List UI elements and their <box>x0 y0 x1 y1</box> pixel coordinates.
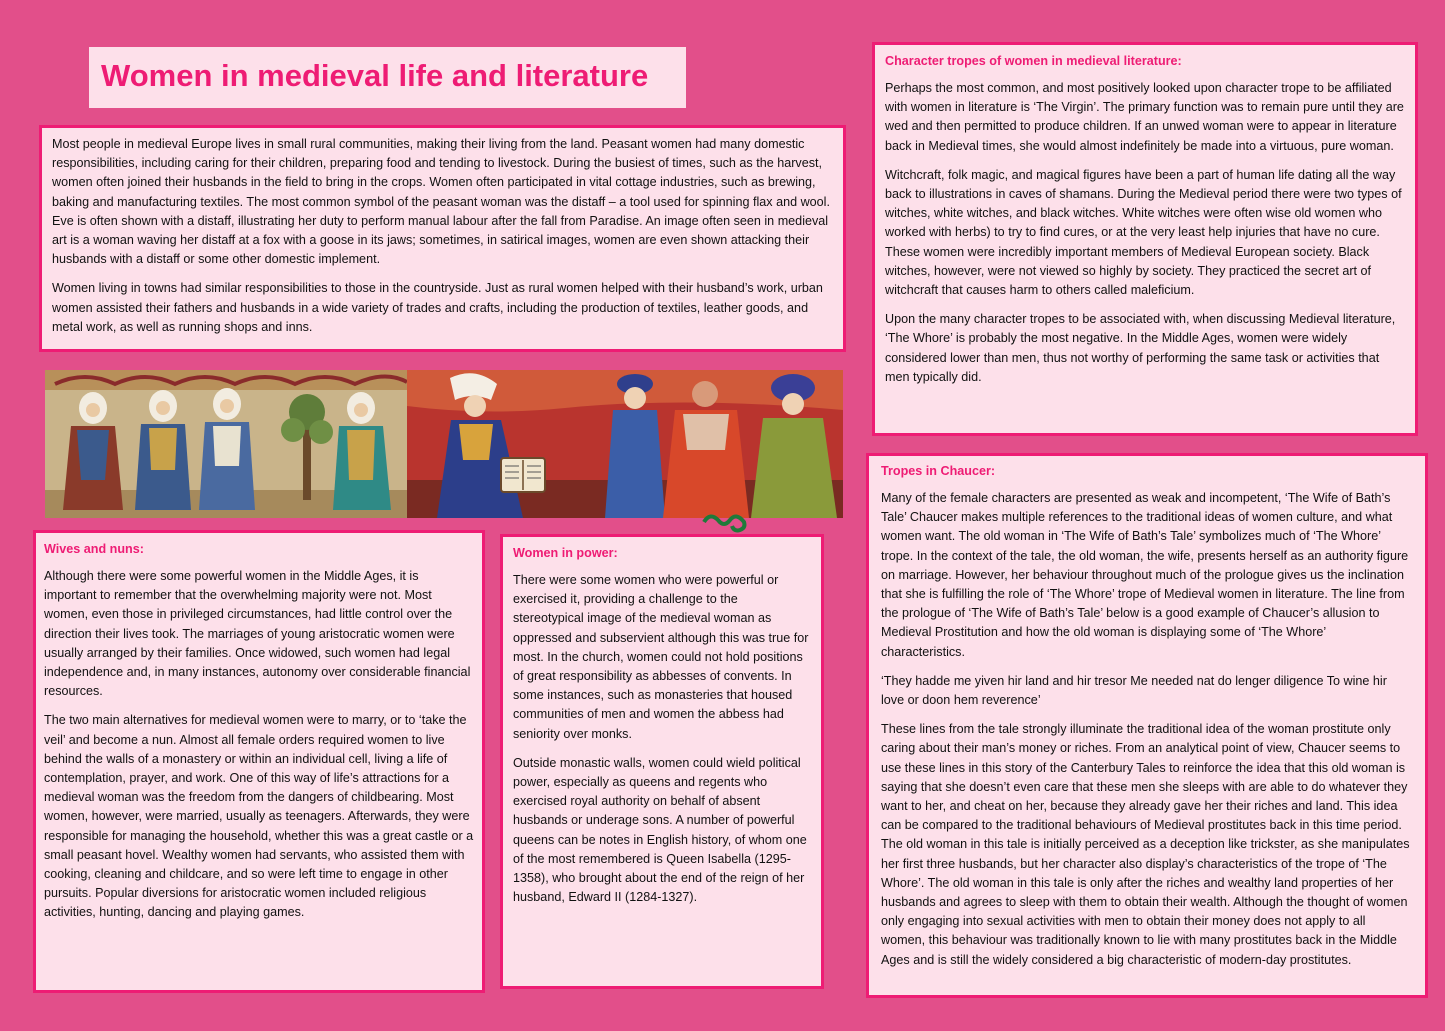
medieval-artwork-banner <box>45 370 843 518</box>
wives-paragraph-1: Although there were some powerful women in the Middle Ages, it is important to remember that the overwhelming majority were not. Most women, even those in privileged circumstances, had little control over the direction their lives took. The marriages of young aristocratic women were usually arranged by their families. Once widowed, such women had legal independence and, in many instances, autonomy over considerable financial resources. <box>44 569 471 699</box>
chaucer-paragraph-1: Many of the female characters are presented as weak and incompetent, ‘The Wife of Bath’s Tale’ Chaucer makes multiple references to the traditional ideas of women culture, and what women want. The old woman in ‘The Wife of Bath’s Tale’ symbolizes much of ‘The Whore’ trope. In the context of the tale, the old woman, the wife, presents herself as an authority figure on marriage. However, her behaviour throughout much of the prologue gives us the inclination that she is fulfilling the role of ‘The Whore’ trope of Medieval women in literature. The line from the prologue of ‘The Wife of Bath’s Tale’ below is a good example of Chaucer’s allusion to Medieval Prostitution and how the old woman is displaying some of ‘The Whore’ characteristics. <box>881 491 1409 659</box>
medieval-artwork-image <box>45 370 843 518</box>
wives-and-nuns-section <box>33 530 485 993</box>
women-in-power-section <box>500 534 824 989</box>
power-heading: Women in power: <box>513 546 618 560</box>
intro-paragraph-1: Most people in medieval Europe lives in small rural communities, making their living from the land. Peasant women had many domestic responsibilities, including caring for their children, preparing food and tending to livestock. During the busiest of times, such as the harvest, women often joined their husbands in the field to bring in the crops. Women often participated in vital cottage industries, such as brewing, baking and manufacturing textiles. The most common symbol of the peasant woman was the distaff – a tool used for spinning flax and wool. Eve is often shown with a distaff, illustrating her duty to perform manual labour after the fall from Paradise. An image often seen in medieval art is a woman waving her distaff at a fox with a goose in its jaws; sometimes, in satirical images, women are even shown attacking their husbands with a distaff or some other domestic implement. <box>52 137 830 267</box>
tropes-heading: Character tropes of women in medieval literature: <box>885 54 1182 68</box>
character-tropes-section <box>872 42 1418 436</box>
page-title: Women in medieval life and literature <box>101 58 649 93</box>
tropes-paragraph-1: Perhaps the most common, and most positively looked upon character trope to be affiliated with women in literature is ‘The Virgin’. The primary function was to remain pure until they are wed and then permitted to produce children. If an unwed woman were to appear in literature back in Medieval times, she would almost indefinitely be made into a virtuous, pure woman. <box>885 81 1404 153</box>
tropes-paragraph-2: Witchcraft, folk magic, and magical figures have been a part of human life dating all the way back to illustrations in caves of shamans. During the Medieval period there were two types of witches, white witches, and black witches. White witches were often wise old women who worked with herbs) to try to find cures, or at the very least help injuries that have no cure. These women were incredibly important members of Medieval European society. Black witches, however, were not viewed so highly by society. They practiced the secret art of witchcraft that causes harm to others called maleficium. <box>885 167 1402 298</box>
chaucer-quote: ‘They hadde me yiven hir land and hir tresor Me needed nat do lenger diligence To wine hir love or doon hem reverence’ <box>881 673 1387 708</box>
intro-paragraph-2: Women living in towns had similar responsibilities to those in the countryside. Just as rural women helped with their husband’s work, urban women assisted their fathers and husbands in a wide variety of trades and crafts, including the production of textiles, leather goods, and metal work, as well as running shops and inns. <box>52 281 823 334</box>
scroll-ornament-icon <box>700 510 750 536</box>
power-paragraph-2: Outside monastic walls, women could wield political power, especially as queens and regents who exercised royal authority on behalf of absent husbands or underage sons. A number of powerful queens can be notes in English history, of whom one of the most remembered is Queen Isabella (1295-1358), who brought about the end of the reign of her husband, Edward II (1284-1327). <box>513 755 807 905</box>
tropes-paragraph-3: Upon the many character tropes to be associated with, when discussing Medieval literature, ‘The Whore’ is probably the most negative. In the Middle Ages, women were widely considered lower than men, thus not worthy of performing the same task or activities that men typically did. <box>885 312 1396 384</box>
chaucer-paragraph-3: These lines from the tale strongly illuminate the traditional idea of the woman prostitute only caring about their man’s money or riches. From an analytical point of view, Chaucer seems to use these lines in this story of the Canterbury Tales to reinforce the idea that this old woman is saying that she doesn’t even care that these men she sleeps with are able to do whatever they want to her, and cheat on her, because they already gave her their riches and land. This idea can be compared to the traditional behaviours of Medieval prostitutes back in this time period. The old woman in this tale is initially perceived as a deception like trickster, as she manipulates her first three husbands, but her character also display’s characteristics of the trope of ‘The Whore’. The old woman in this tale is only after the riches and wealthy land properties of her husbands and agrees to sleep with them to obtain their wealth. Although the thought of women only engaging into sexual activities with men to obtain their money does not apply to all women, this behaviour was traditionally known to lie with many prostitutes back in the Middle Ages and is still the widely considered a big characteristic of modern-day prostitutes. <box>881 722 1410 967</box>
wives-paragraph-2: The two main alternatives for medieval women were to marry, or to ‘take the veil’ and become a nun. Almost all female orders required women to live behind the walls of a monastery or within an individual cell, living a life of contemplation, prayer, and work. One of this way of life’s attractions for a medieval woman was the freedom from the dangers of childbearing. Most women, however, were married, usually as teenagers. Afterwards, they were responsible for managing the household, whether this was a great castle or a small peasant hovel. Wealthy women had servants, who assisted them with cooking, cleaning and childcare, and so were left time to engage in other pursuits. Popular diversions for aristocratic women included religious activities, hunting, dancing and playing games. <box>44 713 474 920</box>
power-paragraph-1: There were some women who were powerful or exercised it, providing a challenge to the stereotypical image of the medieval woman as oppressed and subservient although this was true for most. In the church, women could not hold positions of great responsibility as abbesses of convents. In some instances, such as monasteries that housed communities of men and women the abbess had seniority over monks. <box>513 573 809 741</box>
tropes-in-chaucer-section <box>866 453 1428 998</box>
wives-heading: Wives and nuns: <box>44 542 144 556</box>
chaucer-heading: Tropes in Chaucer: <box>881 464 996 478</box>
intro-section <box>39 125 846 352</box>
title-banner <box>89 47 686 108</box>
